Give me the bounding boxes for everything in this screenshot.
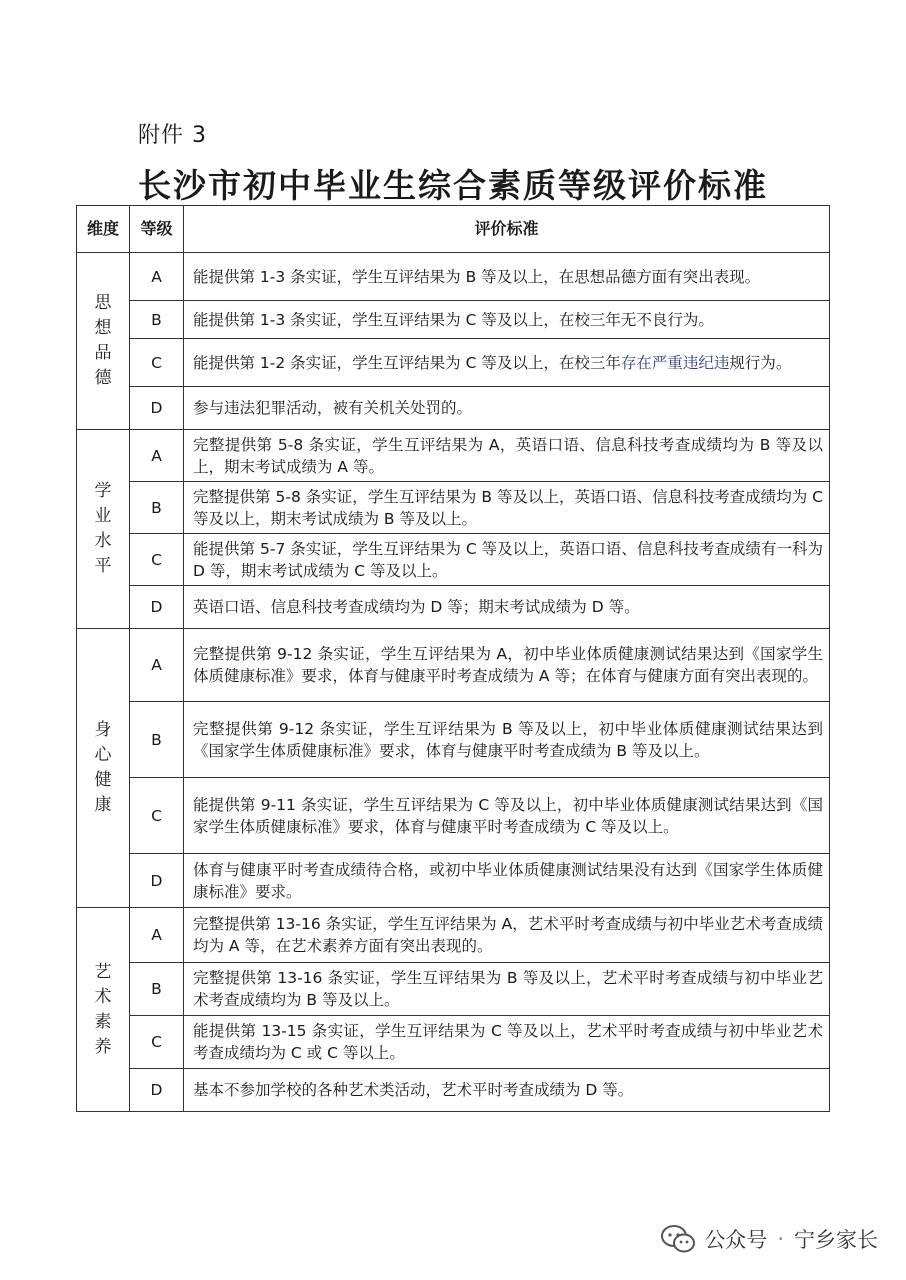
table-row [77,301,830,339]
grade-cell: D [130,586,184,629]
page-title: 长沙市初中毕业生综合素质等级评价标准 [138,166,768,205]
grade-cell: A [130,908,184,963]
criteria-cell [184,482,830,534]
criteria-cell [184,534,830,586]
criteria-text: 完整提供第 5-8 条实证，学生互评结果为 B 等及以上，英语口语、信息科技考查成绩均为 C 等及以上，期末考试成绩为 B 等及以上。 [193,487,823,528]
criteria-cell [184,253,830,301]
attachment-label: 附件 3 [138,123,207,148]
table-row [77,854,830,908]
criteria-cell [184,702,830,778]
grade-cell: B [130,482,184,534]
grade-cell: B [130,301,184,339]
criteria-cell [184,1069,830,1112]
dimension-label: 艺术素养 [94,961,112,1057]
table-row [77,1069,830,1112]
criteria-cell [184,586,830,629]
table-row [77,534,830,586]
criteria-highlight-text: 存在严重违纪违 [620,353,730,372]
criteria-text: 基本不参加学校的各种艺术类活动，艺术平时考查成绩为 D 等。 [193,1081,634,1099]
criteria-text: 完整提供第 9-12 条实证，学生互评结果为 B 等及以上，初中毕业体质健康测试结果达到《国家学生体质健康标准》要求，体育与健康平时考查成绩为 B 等及以上。 [193,719,823,760]
header-criteria: 评价标准 [184,206,830,253]
criteria-cell [184,387,830,430]
grade-cell: D [130,1069,184,1112]
criteria-cell [184,963,830,1016]
table-row [77,387,830,430]
grade-cell: A [130,629,184,702]
criteria-text: 完整提供第 9-12 条实证，学生互评结果为 A，初中毕业体质健康测试结果达到《国家学生体质健康标准》要求，体育与健康平时考查成绩为 A 等；在体育与健康方面有突出表现的。 [193,645,823,685]
table-row [77,482,830,534]
grade-cell: C [130,534,184,586]
criteria-text: 能提供第 1-2 条实证，学生互评结果为 C 等及以上，在校三年 [193,353,621,372]
criteria-text: 能提供第 9-11 条实证，学生互评结果为 C 等及以上，初中毕业体质健康测试结果达到《国家学生体质健康标准》要求，体育与健康平时考查成绩为 C 等及以上。 [193,795,823,836]
table-row [77,702,830,778]
criteria-text-after: 规行为。 [729,353,792,372]
account-name: 宁乡家长 [794,1228,878,1252]
grade-cell: A [130,253,184,301]
criteria-cell [184,301,830,339]
criteria-cell [184,908,830,963]
criteria-cell [184,778,830,854]
table-row [77,908,830,963]
criteria-cell [184,854,830,908]
criteria-cell [184,430,830,482]
wechat-icon [660,1224,696,1254]
dimension-arts [77,908,130,1112]
dimension-academic [77,430,130,629]
header-grade: 等级 [130,206,184,253]
table-row [77,1016,830,1069]
separator: · [777,1227,784,1251]
grade-cell: A [130,430,184,482]
criteria-text: 能提供第 5-7 条实证，学生互评结果为 C 等及以上，英语口语、信息科技考查成绩有一科为 D 等，期末考试成绩为 C 等及以上。 [193,539,823,580]
dimension-label: 学业水平 [94,481,112,576]
table-row [77,586,830,629]
grade-cell: B [130,963,184,1016]
table-row [77,778,830,854]
criteria-text: 完整提供第 5-8 条实证，学生互评结果为 A，英语口语、信息科技考查成绩均为 B 等及以上，期末考试成绩为 A 等。 [193,435,823,476]
table-body [77,253,830,1112]
criteria-text: 能提供第 1-3 条实证，学生互评结果为 C 等及以上，在校三年无不良行为。 [193,310,714,329]
criteria-text: 完整提供第 13-16 条实证，学生互评结果为 A，艺术平时考查成绩与初中毕业艺术考查成绩均为 A 等，在艺术素养方面有突出表现的。 [193,915,823,955]
dimension-label: 思想品德 [94,293,112,388]
criteria-text: 完整提供第 13-16 条实证，学生互评结果为 B 等及以上，艺术平时考查成绩与初中毕业艺术考查成绩均为 B 等及以上。 [193,969,823,1009]
table-row [77,963,830,1016]
dimension-health [77,629,130,908]
criteria-text: 英语口语、信息科技考查成绩均为 D 等；期末考试成绩为 D 等。 [193,598,640,616]
criteria-cell [184,339,830,387]
table-row [77,430,830,482]
channel-type: 公众号 [704,1228,768,1252]
criteria-text: 能提供第 1-3 条实证，学生互评结果为 B 等及以上，在思想品德方面有突出表现。 [193,267,761,286]
grade-cell: B [130,702,184,778]
grade-cell: C [130,1016,184,1069]
grade-cell: D [130,387,184,430]
criteria-text: 能提供第 13-15 条实证，学生互评结果为 C 等及以上，艺术平时考查成绩与初中毕业艺术考查成绩均为 C 或 C 等以上。 [193,1022,823,1062]
table-row [77,253,830,301]
criteria-text: 参与违法犯罪活动，被有关机关处罚的。 [193,399,473,417]
dimension-morality [77,253,130,430]
table-header-row [77,206,830,253]
grade-cell: C [130,778,184,854]
dimension-label: 身心健康 [94,720,112,815]
watermark-footer [660,1224,878,1254]
criteria-cell [184,629,830,702]
grade-cell: C [130,339,184,387]
criteria-table [76,205,830,1112]
grade-cell: D [130,854,184,908]
table-row [77,629,830,702]
criteria-cell [184,1016,830,1069]
header-dimension: 维度 [77,206,130,253]
table-row [77,339,830,387]
criteria-text: 体育与健康平时考查成绩待合格，或初中毕业体质健康测试结果没有达到《国家学生体质健康标准》要求。 [193,860,823,901]
